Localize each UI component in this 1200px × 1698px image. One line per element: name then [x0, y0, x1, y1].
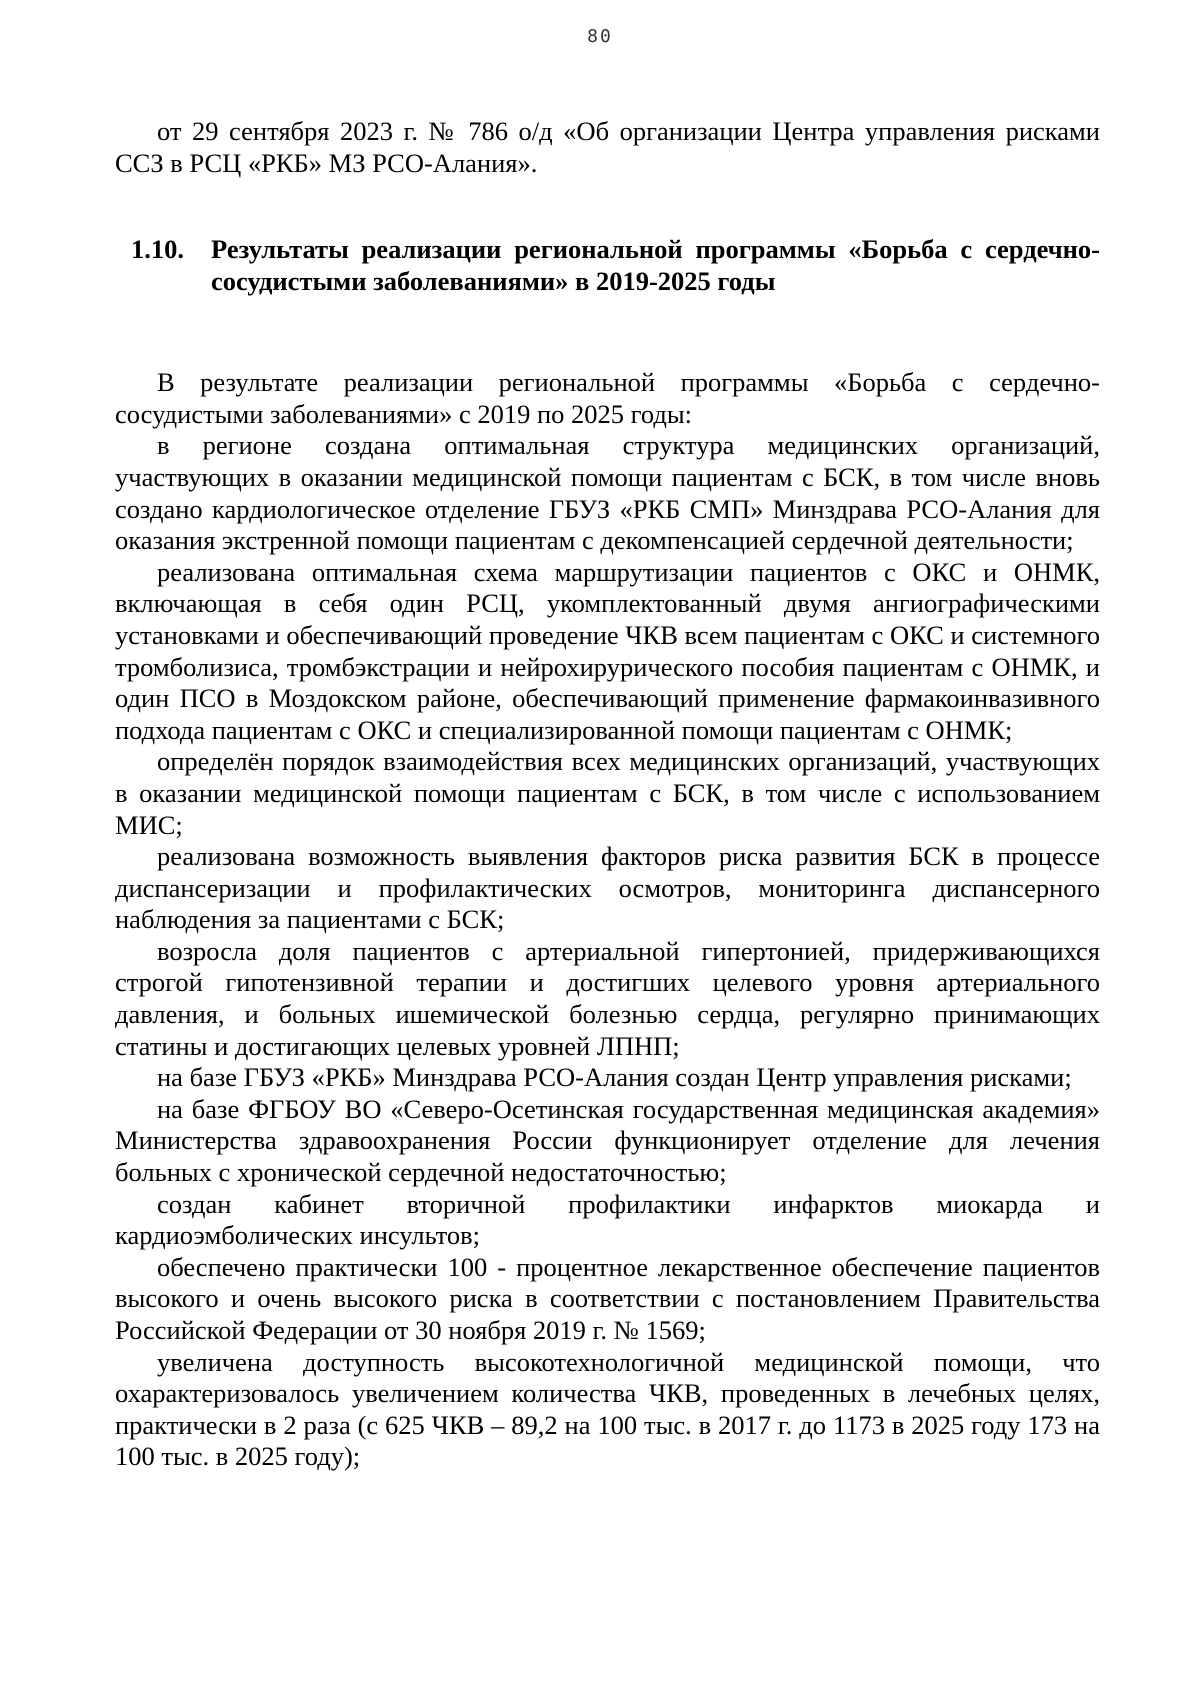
- intro-paragraph: В результате реализации региональной программы «Борьба с сердечно-сосудистыми заболеваниями» с 2019 по 2025 годы:: [115, 367, 1100, 429]
- section-number: 1.10.: [131, 234, 184, 265]
- list-item: возросла доля пациентов с артериальной гипертонией, придерживающихся строгой гипотензивной терапии и достигших целевого уровня артериального давления, и больных ишемической болезнью сердца, регулярно принимающих статины и достигающих целевых уровней ЛПНП;: [115, 935, 1100, 1061]
- page-number: 80: [587, 26, 613, 47]
- document-body: [115, 116, 1100, 1473]
- list-item: в регионе создана оптимальная структура медицинских организаций, участвующих в оказании медицинской помощи пациентам с БСК, в том числе вновь создано кардиологическое отделение ГБУЗ «РКБ СМП» Минздрава РСО-Алания для оказания экстренной помощи пациентам с декомпенсацией сердечной деятельности;: [115, 430, 1100, 556]
- list-item: на базе ГБУЗ «РКБ» Минздрава РСО-Алания создан Центр управления рисками;: [157, 1062, 1072, 1093]
- list-item: создан кабинет вторичной профилактики инфарктов миокарда и кардиоэмболических инсультов;: [115, 1188, 1100, 1251]
- list-item: определён порядок взаимодействия всех медицинских организаций, участвующих в оказании медицинской помощи пациентам с БСК, в том числе с использованием МИС;: [115, 746, 1100, 840]
- list-item: на базе ФГБОУ ВО «Северо-Осетинская государственная медицинская академия» Министерства здравоохранения России функционирует отделение для лечения больных с хронической сердечной недостаточностью;: [115, 1093, 1100, 1188]
- list-item: реализована возможность выявления факторов риска развития БСК в процессе диспансеризации и профилактических осмотров, мониторинга диспансерного наблюдения за пациентами с БСК;: [115, 841, 1100, 935]
- section-title: Результаты реализации региональной программы «Борьба с сердечно-сосудистыми заболеваниями» в 2019-2025 годы: [211, 234, 1100, 297]
- section-heading: [115, 233, 1100, 297]
- list-item: увеличена доступность высокотехнологичной медицинской помощи, что охарактеризовалось увеличением количества ЧКВ, проведенных в лечебных целях, практически в 2 раза (с 625 ЧКВ – 89,2 на 100 тыс. в 2017 г. до 1173 в 2025 году 173 на 100 тыс. в 2025 году);: [115, 1346, 1100, 1472]
- opening-continuation: от 29 сентября 2023 г. № 786 о/д «Об организации Центра управления рисками ССЗ в РСЦ «РКБ» МЗ РСО-Алания».: [115, 116, 1100, 178]
- list-item: реализована оптимальная схема маршрутизации пациентов с ОКС и ОНМК, включающая в себя один РСЦ, укомплектованный двумя ангиографическими установками и обеспечивающий проведение ЧКВ всем пациентам с ОКС и системного тромболизиса, тромбэкстрации и нейрохирурического пособия пациентам с ОНМК, и один ПСО в Моздокском районе, обеспечивающий применение фармакоинвазивного подхода пациентам с ОКС и специализированной помощи пациентам с ОНМК;: [115, 556, 1100, 745]
- list-item: обеспечено практически 100 - процентное лекарственное обеспечение пациентов высокого и очень высокого риска в соответствии с постановлением Правительства Российской Федерации от 30 ноября 2019 г. № 1569;: [115, 1251, 1100, 1345]
